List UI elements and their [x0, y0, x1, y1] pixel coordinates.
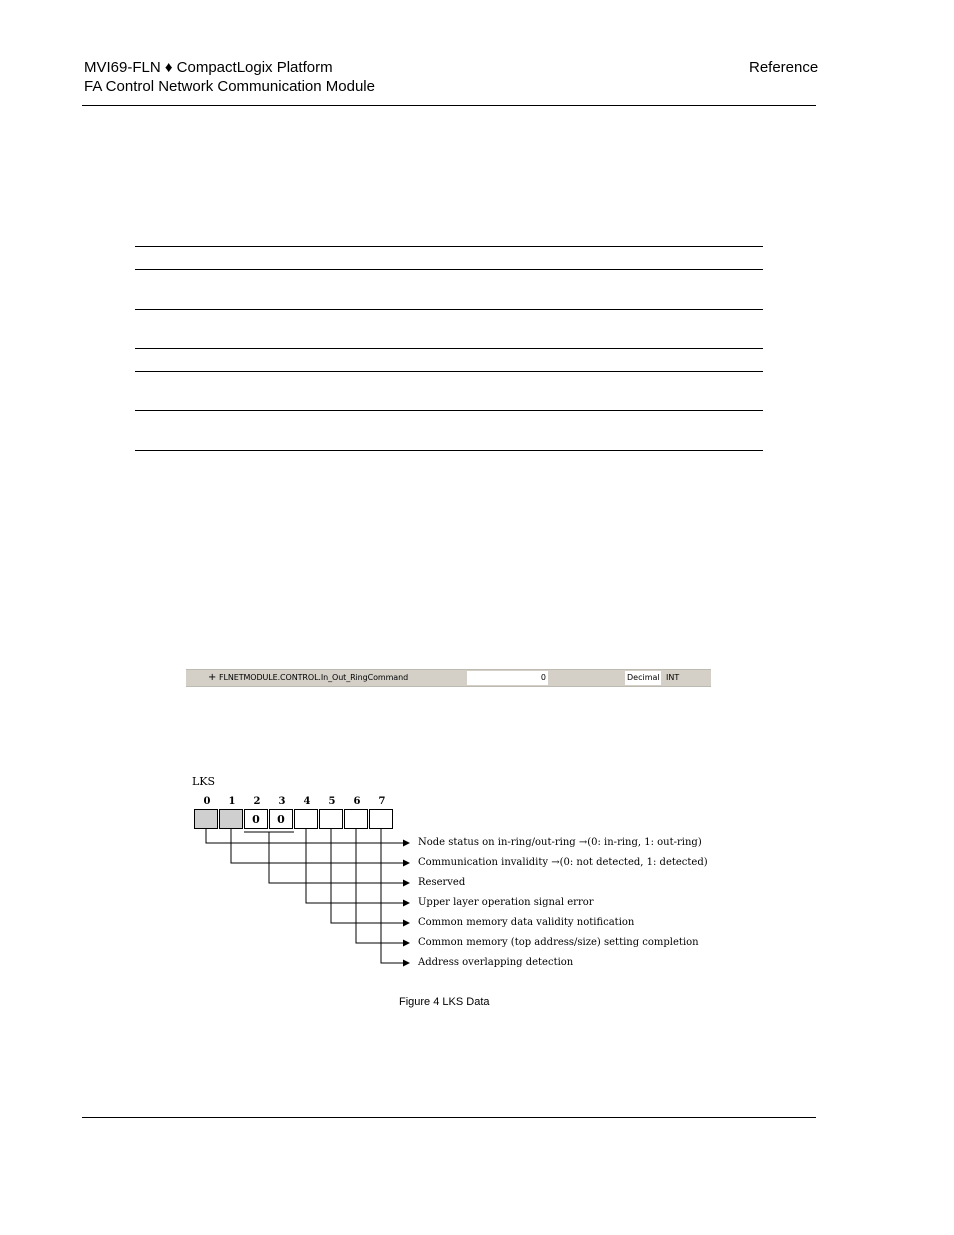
header-rule — [82, 105, 816, 106]
bit-cell: 0 — [244, 809, 268, 829]
bit-number: 4 — [303, 796, 311, 807]
tag-data-type: INT — [666, 673, 680, 682]
bit-number: 7 — [378, 796, 386, 807]
bit-number: 5 — [328, 796, 336, 807]
tag-row[interactable] — [186, 669, 711, 687]
bit-number: 3 — [278, 796, 286, 807]
bit-number: 6 — [353, 796, 361, 807]
bit-description: Node status on in-ring/out-ring →(0: in-ring, 1: out-ring) — [418, 837, 702, 848]
figure-caption: Figure 4 LKS Data — [399, 996, 490, 1008]
bit-description: Upper layer operation signal error — [418, 897, 594, 908]
bit-cell: 0 — [269, 809, 293, 829]
bit-description: Communication invalidity →(0: not detected, 1: detected) — [418, 857, 708, 868]
bit-description: Common memory (top address/size) setting completion — [418, 937, 699, 948]
footer-rule — [82, 1117, 816, 1118]
tag-style-field[interactable]: Decimal — [625, 671, 661, 685]
bit-number: 0 — [203, 796, 211, 807]
bit-description: Address overlapping detection — [418, 957, 574, 968]
table-rule — [135, 371, 763, 372]
tag-name: FLNETMODULE.CONTROL.In_Out_RingCommand — [219, 673, 409, 682]
header-title-line1: MVI69-FLN ♦ CompactLogix Platform — [84, 59, 333, 76]
header-title-line2: FA Control Network Communication Module — [84, 78, 375, 95]
bit-connector-lines — [184, 771, 714, 1012]
table-rule — [135, 309, 763, 310]
bit-description: Common memory data validity notification — [418, 917, 635, 928]
header-section: Reference — [749, 59, 819, 76]
table-rule — [135, 348, 763, 349]
lks-title: LKS — [192, 775, 216, 788]
table-rule — [135, 410, 763, 411]
bit-number: 2 — [253, 796, 261, 807]
table-rule — [135, 246, 763, 247]
table-rule — [135, 450, 763, 451]
bit-number: 1 — [228, 796, 236, 807]
expand-icon[interactable]: + — [208, 672, 217, 683]
lks-figure — [184, 771, 714, 1012]
bit-description: Reserved — [418, 877, 466, 888]
tag-value-field[interactable]: 0 — [467, 671, 548, 685]
table-rule — [135, 269, 763, 270]
